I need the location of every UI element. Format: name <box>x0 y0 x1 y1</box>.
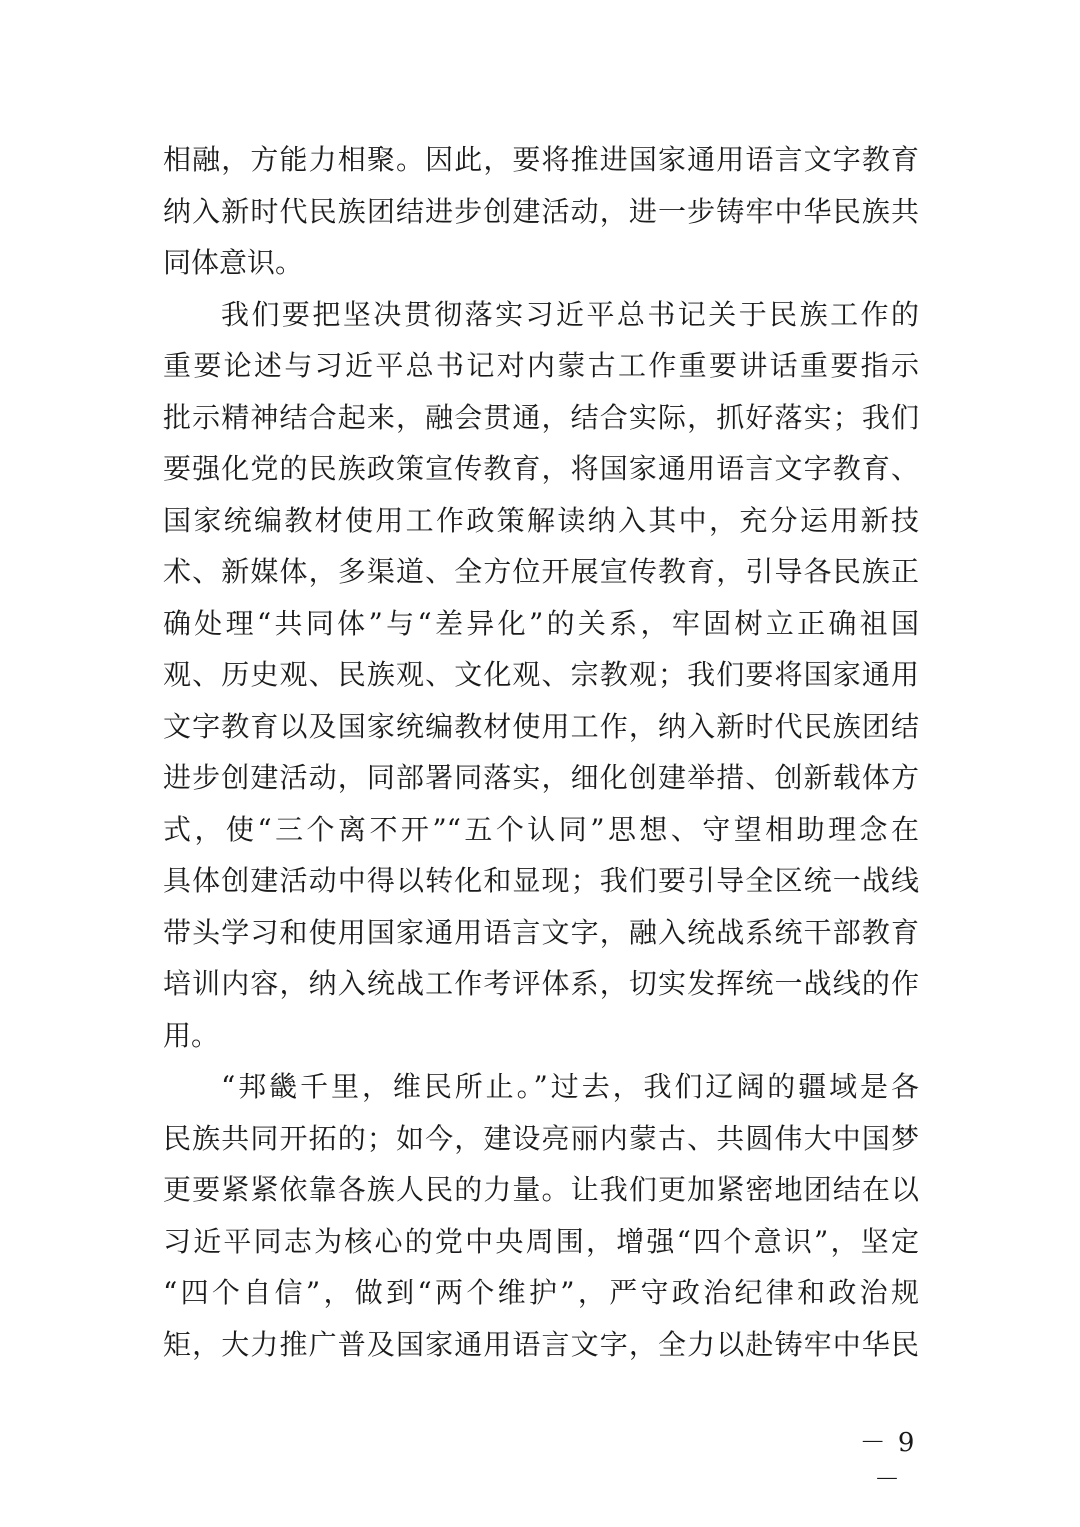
text-line: “四个自信”，做到“两个维护”，严守政治纪律和政治规 <box>163 1276 919 1309</box>
text-line: 式，使“三个离不开”“五个认同”思想、守望相助理念在 <box>163 812 919 846</box>
text-line: “邦畿千里，维民所止。”过去，我们辽阔的疆域是各 <box>221 1070 919 1103</box>
text-line: 批示精神结合起来，融会贯通，结合实际，抓好落实；我们 <box>163 400 919 434</box>
text-line: 民族共同开拓的；如今，建设亮丽内蒙古、共圆伟大中国梦 <box>163 1121 919 1155</box>
text-line: 国家统编教材使用工作政策解读纳入其中，充分运用新技 <box>163 503 919 537</box>
text-line: 进步创建活动，同部署同落实，细化创建举措、创新载体方 <box>163 761 919 794</box>
text-line: 文字教育以及国家统编教材使用工作，纳入新时代民族团结 <box>163 709 919 743</box>
text-line: 矩，大力推广普及国家通用语言文字，全力以赴铸牢中华民 <box>163 1327 919 1361</box>
text-line: 更要紧紧依靠各族人民的力量。让我们更加紧密地团结在以 <box>163 1173 919 1206</box>
text-line: 确处理“共同体”与“差异化”的关系，牢固树立正确祖国 <box>163 606 919 640</box>
text-line: 术、新媒体，多渠道、全方位开展宣传教育，引导各民族正 <box>163 555 919 588</box>
text-line: 同体意识。 <box>163 246 304 279</box>
text-line: 带头学习和使用国家通用语言文字，融入统战系统干部教育 <box>163 915 919 949</box>
page-number: － 9 － <box>859 1428 917 1495</box>
text-line: 我们要把坚决贯彻落实习近平总书记关于民族工作的 <box>221 297 919 331</box>
text-line: 纳入新时代民族团结进步创建活动，进一步铸牢中华民族共 <box>163 194 919 228</box>
text-line: 要强化党的民族政策宣传教育，将国家通用语言文字教育、 <box>163 452 919 485</box>
text-line: 具体创建活动中得以转化和显现；我们要引导全区统一战线 <box>163 864 919 897</box>
text-line: 培训内容，纳入统战工作考评体系，切实发挥统一战线的作 <box>163 967 919 1000</box>
text-line: 观、历史观、民族观、文化观、宗教观；我们要将国家通用 <box>163 658 919 691</box>
text-line: 用。 <box>163 1018 220 1052</box>
body-text <box>163 134 919 1370</box>
text-line: 习近平同志为核心的党中央周围，增强“四个意识”，坚定 <box>163 1224 919 1258</box>
text-line: 重要论述与习近平总书记对内蒙古工作重要讲话重要指示 <box>163 349 919 382</box>
text-line: 相融，方能力相聚。因此，要将推进国家通用语言文字教育 <box>163 143 919 176</box>
